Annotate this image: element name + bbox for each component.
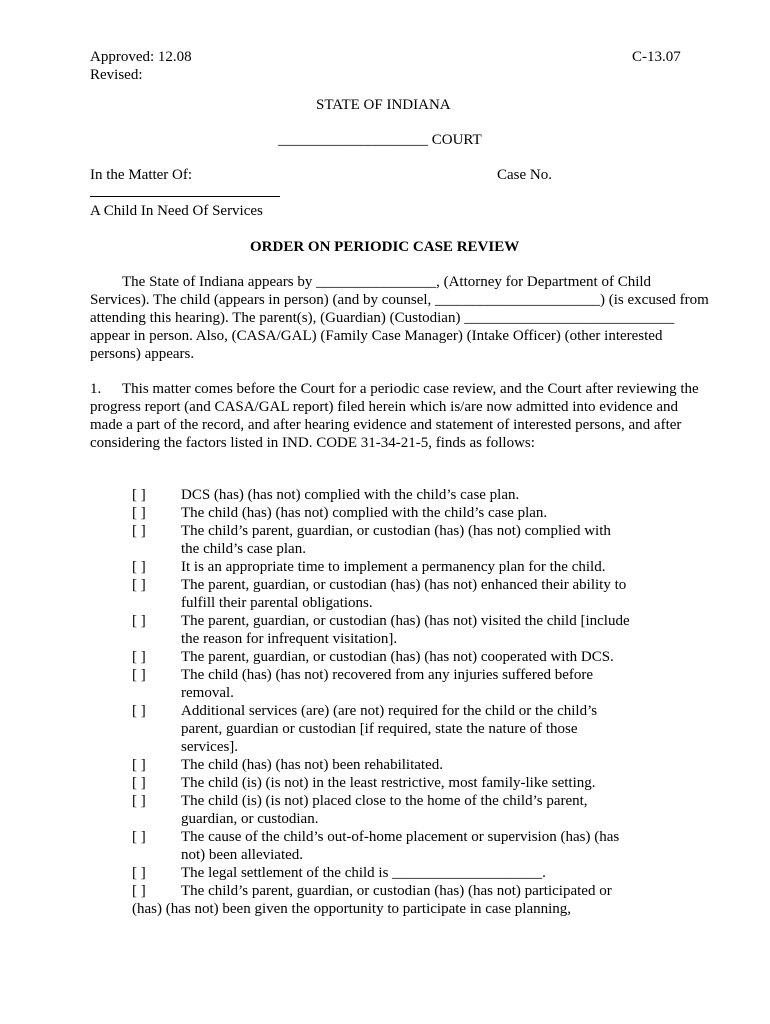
- finding-text: It is an appropriate time to implement a permanency plan for the child.: [181, 559, 606, 575]
- list-item: [132, 882, 632, 918]
- revised-date: Revised:: [90, 67, 143, 83]
- list-item: [132, 558, 632, 576]
- list-item: [132, 864, 632, 882]
- finding-text: The legal settlement of the child is ____________________.: [181, 865, 546, 881]
- list-item: [132, 504, 632, 522]
- checkbox[interactable]: [ ]: [132, 757, 146, 773]
- checkbox[interactable]: [ ]: [132, 613, 146, 629]
- document-title: ORDER ON PERIODIC CASE REVIEW: [250, 239, 520, 255]
- checkbox[interactable]: [ ]: [132, 829, 146, 845]
- finding-text: The child (has) (has not) been rehabilitated.: [181, 757, 443, 773]
- finding-text: The parent, guardian, or custodian (has) (has not) cooperated with DCS.: [181, 649, 614, 665]
- checkbox[interactable]: [ ]: [132, 703, 146, 719]
- list-item: [132, 648, 632, 666]
- finding-text: Additional services (are) (are not) required for the child or the child’s parent, guardian or custodian [if required, state the nature of those services].: [181, 703, 598, 755]
- list-item: [132, 576, 632, 612]
- finding-text: The child (has) (has not) complied with the child’s case plan.: [181, 505, 548, 521]
- list-item: [132, 792, 632, 828]
- finding-text: The child’s parent, guardian, or custodian (has) (has not) participated or: [181, 883, 612, 899]
- finding-text: The parent, guardian, or custodian (has) (has not) visited the child [include the reason for infrequent visitation].: [181, 613, 630, 647]
- list-item: [132, 774, 632, 792]
- list-item: [132, 666, 632, 702]
- list-item: [132, 828, 632, 864]
- checkbox[interactable]: [ ]: [132, 775, 146, 791]
- checkbox[interactable]: [ ]: [132, 649, 146, 665]
- matter-label: In the Matter Of:: [90, 167, 193, 183]
- list-item: [132, 486, 632, 504]
- checkbox[interactable]: [ ]: [132, 577, 146, 593]
- checkbox[interactable]: [ ]: [132, 793, 146, 809]
- finding-continuation: (has) (has not) been given the opportunity to participate in case planning,: [132, 901, 572, 917]
- child-caption: A Child In Need Of Services: [90, 203, 263, 219]
- finding-text: The child’s parent, guardian, or custodian (has) (has not) complied with the child’s case plan.: [181, 523, 611, 557]
- child-name-rule: [90, 196, 280, 197]
- finding-text: DCS (has) (has not) complied with the child’s case plan.: [181, 487, 520, 503]
- checkbox[interactable]: [ ]: [132, 487, 146, 503]
- list-item: [132, 702, 632, 756]
- court-line: ____________________ COURT: [278, 132, 482, 148]
- checkbox[interactable]: [ ]: [132, 559, 146, 575]
- finding-text: The parent, guardian, or custodian (has) (has not) enhanced their ability to fulfill their parental obligations.: [181, 577, 627, 611]
- checkbox[interactable]: [ ]: [132, 667, 146, 683]
- list-item: [132, 612, 632, 648]
- list-item: [132, 756, 632, 774]
- state-heading: STATE OF INDIANA: [316, 97, 451, 113]
- form-number: C-13.07: [632, 49, 681, 65]
- appearances-paragraph: [90, 273, 710, 363]
- finding-text: The child (is) (is not) placed close to the home of the child’s parent, guardian, or custodian.: [181, 793, 588, 827]
- checkbox[interactable]: [ ]: [132, 523, 146, 539]
- checkbox[interactable]: [ ]: [132, 505, 146, 521]
- appearances-text: The State of Indiana appears by ________________, (Attorney for Department of Child Services). The child (appears in person) (and by counsel, ______________________) (is excused from attending this hearing). The parent(s), (Guardian) (Custodian) ____________________________ appear in person. Also, (CASA/GAL) (Family Case Manager) (Intake Officer) (other interested persons) appears.: [90, 274, 709, 362]
- finding-intro: [90, 380, 710, 452]
- finding-text: The cause of the child’s out-of-home placement or supervision (has) (has not) been alleviated.: [181, 829, 620, 863]
- checkbox[interactable]: [ ]: [132, 883, 146, 899]
- findings-list: [132, 486, 632, 918]
- case-number-label: Case No.: [497, 167, 552, 183]
- finding-text: The child (has) (has not) recovered from any injuries suffered before removal.: [181, 667, 594, 701]
- list-item: [132, 522, 632, 558]
- finding-intro-text: This matter comes before the Court for a periodic case review, and the Court after reviewing the progress report (and CASA/GAL report) filed herein which is/are now admitted into evidence and made a part of the record, and after hearing evidence and statement of interested persons, and after considering the factors listed in IND. CODE 31-34-21-5, finds as follows:: [90, 381, 699, 451]
- finding-text: The child (is) (is not) in the least restrictive, most family-like setting.: [181, 775, 596, 791]
- approved-date: Approved: 12.08: [90, 49, 192, 65]
- finding-number: 1.: [90, 381, 102, 397]
- checkbox[interactable]: [ ]: [132, 865, 146, 881]
